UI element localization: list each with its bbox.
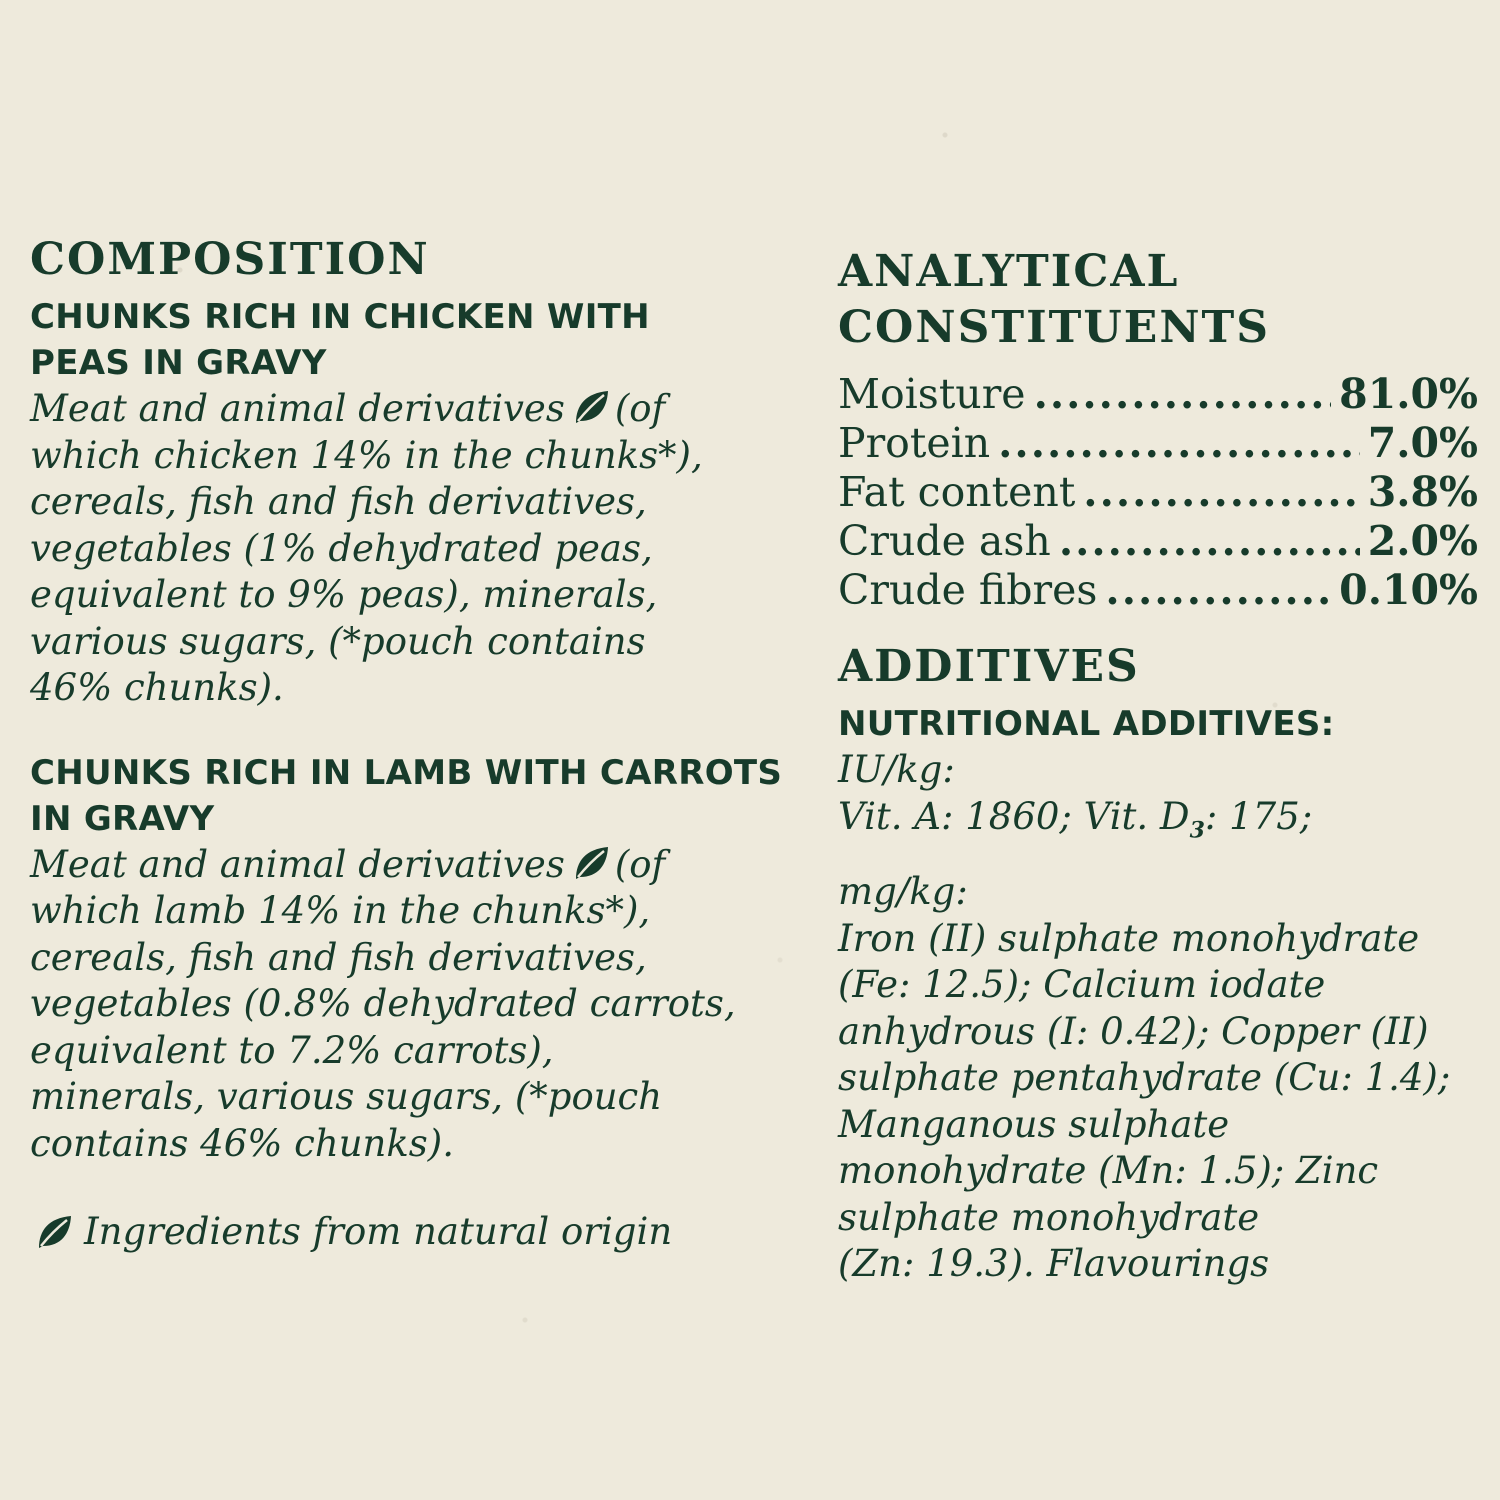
dot-leader [998, 419, 1360, 468]
trace-elements-line: anhydrous (I: 0.42); Copper (II) [838, 1009, 1429, 1053]
constituent-row [838, 517, 1478, 566]
trace-elements-line: Iron (II) sulphate monohydrate [838, 916, 1420, 960]
chicken-ingredients-text: Meat and animal derivatives [30, 387, 565, 430]
composition-section [30, 232, 810, 1256]
trace-elements-line: monohydrate (Mn: 1.5); Zinc [838, 1149, 1379, 1193]
chicken-heading-line-1: CHUNKS RICH IN CHICKEN WITH [30, 297, 650, 337]
dot-leader [1105, 566, 1331, 615]
analytical-title-line-2: CONSTITUENTS [838, 302, 1271, 353]
constituent-row [838, 419, 1478, 468]
constituent-row [838, 468, 1478, 517]
constituent-value: 3.8% [1367, 468, 1478, 516]
nutritional-additives-title: NUTRITIONAL ADDITIVES: [838, 704, 1335, 744]
lamb-ingredients-paren: (of [614, 842, 666, 886]
chicken-ingredients-line-1 [30, 386, 810, 433]
constituent-value: 81.0% [1339, 370, 1478, 418]
lamb-heading-line-1: CHUNKS RICH IN LAMB WITH CARROTS [30, 752, 783, 793]
lamb-ingredients-line-4: vegetables (0.8% dehydrated carrots, [30, 982, 736, 1025]
chicken-heading-line-2: PEAS IN GRAVY [30, 343, 327, 383]
lamb-heading-line-2: IN GRAVY [30, 798, 215, 839]
trace-elements-line: sulphate monohydrate [838, 1195, 1260, 1239]
lamb-recipe [30, 750, 810, 1168]
constituent-label: Moisture [838, 370, 1026, 418]
lamb-ingredients-line-1 [30, 842, 810, 889]
footnote-text: Ingredients from natural origin [84, 1210, 673, 1253]
lamb-ingredients-text: Meat and animal derivatives [30, 842, 565, 886]
leaf-icon [571, 843, 613, 883]
chicken-recipe [30, 294, 810, 712]
lamb-ingredients-line-3: cereals, fish and fish derivatives, [30, 935, 647, 979]
dot-leader [1083, 468, 1359, 517]
composition-title: COMPOSITION [30, 234, 430, 285]
chicken-ingredients-line-6: various sugars, (*pouch contains [30, 619, 646, 663]
constituent-label: Protein [838, 419, 991, 467]
constituent-value: 7.0% [1367, 419, 1478, 467]
leaf-icon [571, 387, 613, 427]
additives-title: ADDITIVES [838, 641, 1140, 692]
analytical-section [838, 244, 1478, 1288]
iu-unit: IU/kg: [838, 748, 955, 791]
constituent-value: 0.10% [1339, 566, 1478, 614]
chicken-ingredients-line-7: 46% chunks). [30, 666, 284, 709]
natural-origin-footnote [30, 1209, 810, 1256]
dot-leader [1034, 370, 1332, 419]
leaf-icon [34, 1212, 76, 1252]
vitamin-d-value: : 175; [1204, 794, 1313, 838]
chicken-ingredients-line-2: which chicken 14% in the chunks*), [30, 433, 703, 477]
constituents-list [838, 370, 1478, 615]
trace-elements-line: sulphate pentahydrate (Cu: 1.4); [838, 1056, 1451, 1100]
analytical-title-line-1: ANALYTICAL [838, 246, 1180, 297]
constituent-label: Fat content [838, 468, 1076, 516]
constituent-row [838, 566, 1478, 615]
vitamin-a-text: Vit. A: 1860; Vit. D [838, 794, 1190, 838]
dot-leader [1059, 517, 1360, 566]
chicken-ingredients-paren: (of [614, 387, 666, 430]
lamb-ingredients-line-7: contains 46% chunks). [30, 1121, 454, 1165]
trace-elements-line: Manganous sulphate [838, 1102, 1230, 1146]
vitamins-line [838, 794, 1478, 854]
chicken-ingredients-line-4: vegetables (1% dehydrated peas, [30, 526, 653, 570]
constituent-value: 2.0% [1367, 517, 1478, 565]
lamb-ingredients-line-5: equivalent to 7.2% carrots), [30, 1028, 554, 1072]
trace-elements-line: (Fe: 12.5); Calcium iodate [838, 963, 1326, 1007]
chicken-ingredients-line-3: cereals, fish and fish derivatives, [30, 480, 647, 523]
constituent-label: Crude ash [838, 517, 1051, 565]
mg-unit: mg/kg: [838, 870, 968, 914]
trace-elements-line: (Zn: 19.3). Flavourings [838, 1242, 1270, 1286]
lamb-ingredients-line-6: minerals, various sugars, (*pouch [30, 1075, 663, 1118]
constituent-row [838, 370, 1478, 419]
lamb-ingredients-line-2: which lamb 14% in the chunks*), [30, 889, 651, 932]
vitamin-d-subscript: 3 [1189, 816, 1205, 843]
constituent-label: Crude fibres [838, 566, 1098, 614]
chicken-ingredients-line-5: equivalent to 9% peas), minerals, [30, 573, 658, 616]
